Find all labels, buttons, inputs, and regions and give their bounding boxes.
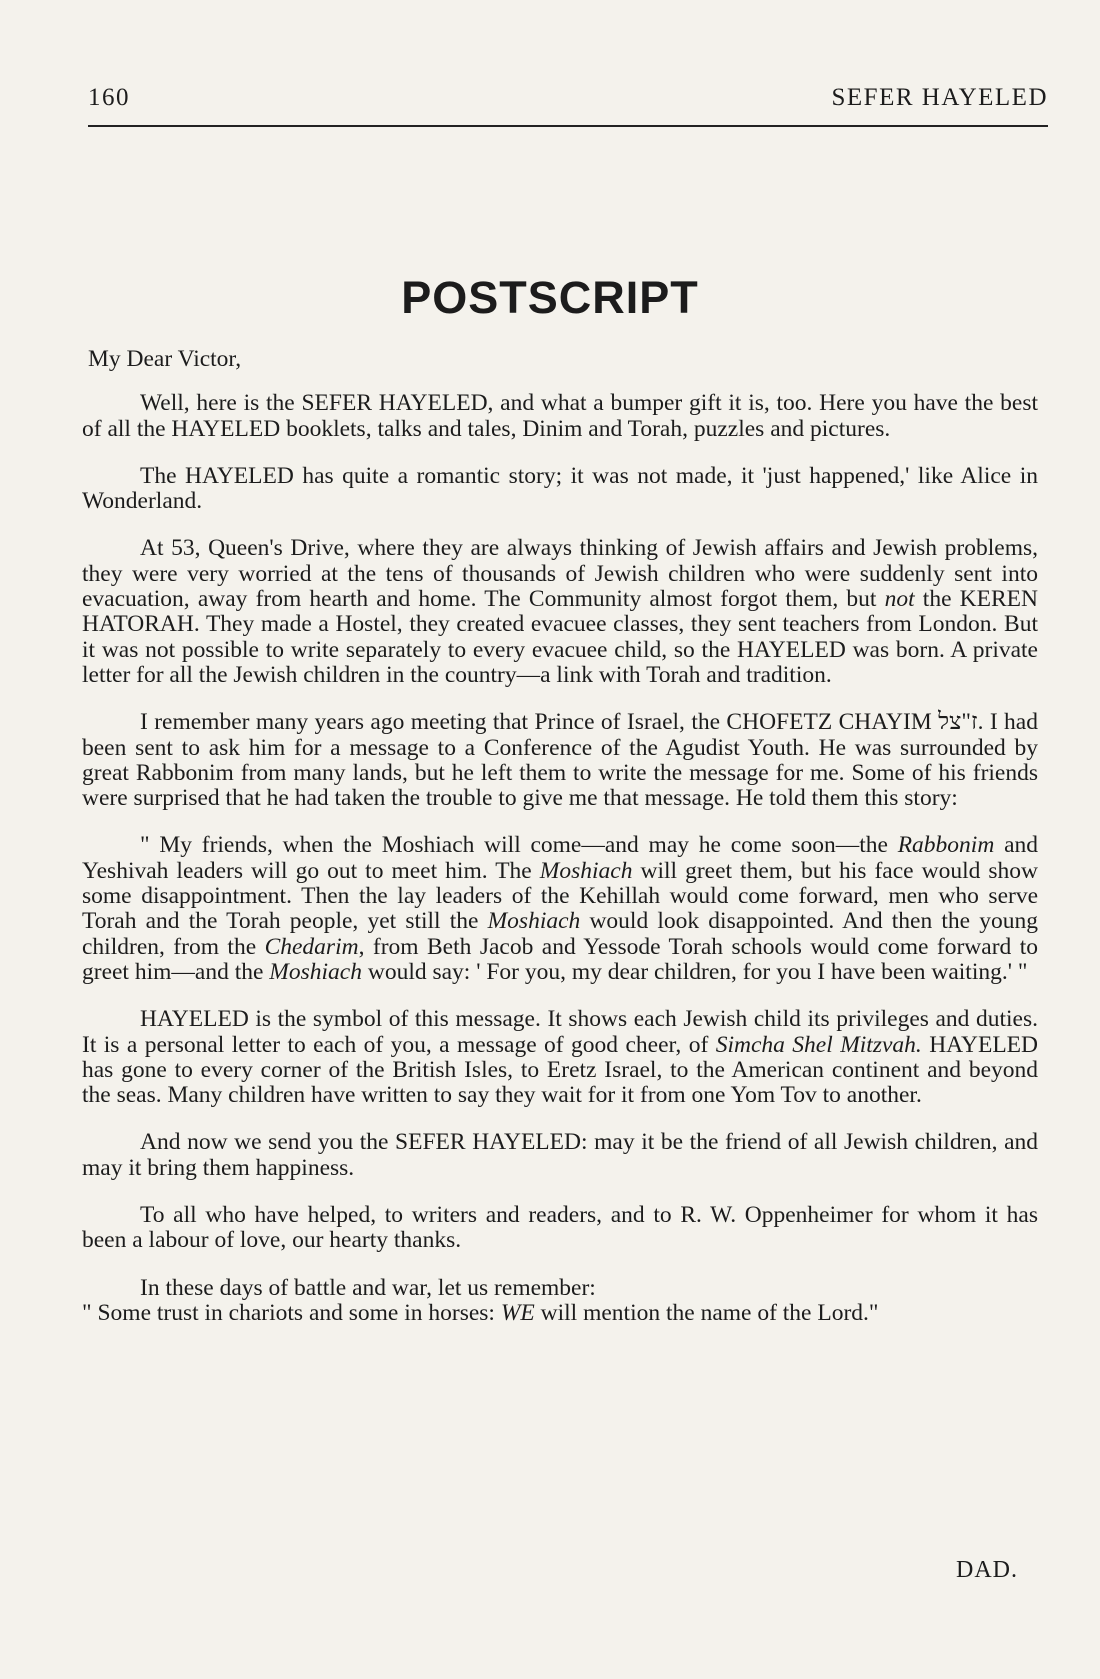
paragraph-sefer-hayeled: And now we send you the SEFER HAYELED: may it be the friend of all Jewish children, and may it bring them happiness. [82, 1129, 1038, 1181]
text-run: would look disappointed. And then the young children, from the [82, 908, 1038, 960]
text-run: " My friends, when the Moshiach will come—and may he come soon—the [140, 832, 898, 859]
emphasis: WE [500, 1299, 535, 1326]
running-title: SEFER HAYELED [831, 84, 1048, 111]
signature: DAD. [956, 1557, 1018, 1583]
paragraph-chofetz-chayim: I remember many years ago meeting that Prince of Israel, the CHOFETZ CHAYIM ז"צל. I had been sent to ask him for a message to a Conference of the Agudist Youth. He was surrounded by great Rabbonim from many lands, but he left them to write the message for me. Some of his friends were surprised that he had taken the trouble to give me that message. He told them this story: [82, 709, 1038, 812]
emphasis: Moshiach [269, 958, 362, 985]
quote-intro: In these days of battle and war, let us remember: [140, 1274, 596, 1301]
text-run: " Some trust in chariots and some in horses: [82, 1299, 501, 1326]
running-header [88, 84, 1048, 112]
text-run: At 53, Queen's Drive, where they are always thinking of Jewish affairs and Jewish problems, they were very worried at the tens of thousands of Jewish children who were suddenly sent into evacuation, away from hearth and home. The Community almost forgot them, but [82, 535, 1038, 613]
paragraph-romantic-story: The HAYELED has quite a romantic story; it was not made, it 'just happened,' like Alice in Wonderland. [82, 462, 1038, 515]
emphasis: not [884, 586, 915, 613]
text-run: and Yeshivah leaders will go out to meet him. The [82, 832, 1038, 884]
text-run: the KEREN HATORAH. They made a Hostel, they created evacuee classes, they sent teachers from London. But it was not possible to write separately to every evacuee child, so the HAYELED was born. A private letter for all the Jewish children in the country—a link with Torah and tradition. [82, 586, 1038, 688]
paragraph-thanks: To all who have helped, to writers and readers, and to R. W. Oppenheimer for whom it has been a labour of love, our hearty thanks. [82, 1202, 1038, 1254]
emphasis: Moshiach [487, 908, 581, 935]
salutation: My Dear Victor, [88, 346, 242, 372]
text-run: , from Beth Jacob and Yessode Torah schools would come forward to greet him—and the [82, 933, 1038, 985]
quote-text [82, 1301, 1038, 1326]
emphasis: Simcha Shel Mitzvah. [715, 1031, 922, 1058]
text-run: HAYELED is the symbol of this message. It shows each Jewish child its privileges and duties. It is a personal letter to each of you, a message of good cheer, of [82, 1006, 1038, 1058]
emphasis: Chedarim [264, 933, 359, 960]
page-title: POSTSCRIPT [401, 272, 699, 323]
closing-quote [82, 1276, 1038, 1327]
text-run: will greet them, but his face would show some disappointment. Then the lay leaders of the Kehillah would come forward, men who serve Torah and the Torah people, yet still the [82, 857, 1038, 935]
paragraph-symbol [82, 1007, 1038, 1108]
text-run: HAYELED has gone to every corner of the British Isles, to Eretz Israel, to the American continent and beyond the seas. Many children have written to say they wait for it from one Yom Tov to another. [82, 1031, 1038, 1109]
paragraph-intro: Well, here is the SEFER HAYELED, and what a bumper gift it is, too. Here you have the best of all the HAYELED booklets, talks and tales, Dinim and Torah, puzzles and pictures. [82, 390, 1038, 442]
header-rule [88, 125, 1048, 127]
paragraph-evacuation [82, 536, 1038, 688]
text-run: will mention the name of the Lord." [534, 1299, 879, 1326]
letter-body [82, 347, 1038, 1326]
text-run: would say: ' For you, my dear children, for you I have been waiting.' " [361, 958, 1028, 985]
emphasis: Rabbonim [897, 832, 995, 859]
emphasis: Moshiach [539, 857, 633, 884]
page-number: 160 [88, 84, 130, 111]
paragraph-moshiach-story [82, 833, 1038, 985]
